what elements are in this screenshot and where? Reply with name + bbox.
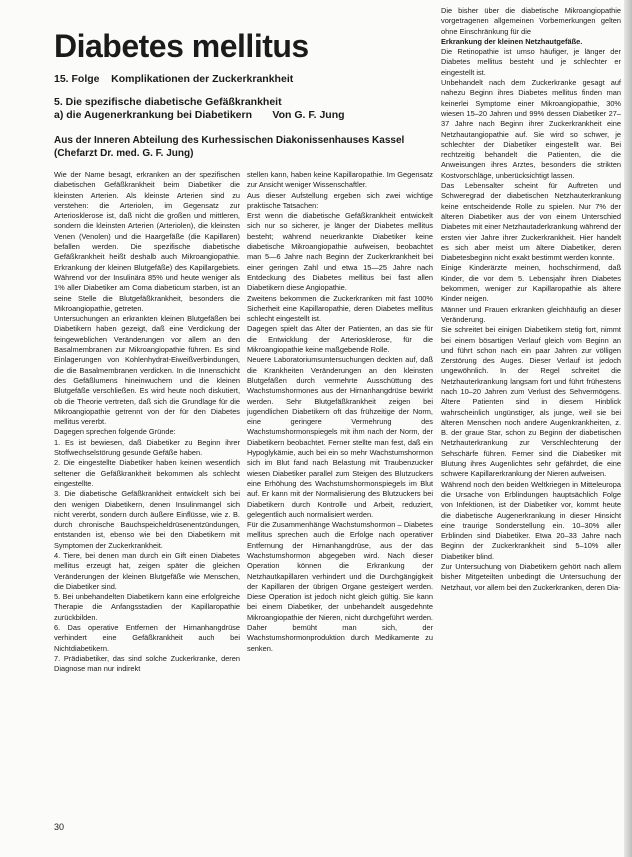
paragraph: Neuere Laboratoriumsuntersuchungen deckten auf, daß die Krankheiten Veränderungen an den kleinsten Blutgefäßen durch vermehrte Ausschüttung des Wachstumshormones aus der Hirnanhangdrüse bewirkt werden. Sehr Blutgefäßkrankheit zeigen bei jugendlichen Diabetikern oft das frühzeitige der Norm, eine geringere Vermehrung des Wachstumshormonspiegels mit ihm nach der Norm, der Diabetikern beobachtet. Ferner stellte man fest, daß ein Hypoglykämie, auch bei ein so mehr Wachstumshormon sich im Blut fand nach Belastung mit Traubenzucker wiesen Diabetiker parallel zum Steigen des Blutzuckers eine Erhöhung des Wachstumshormonspiegels im Blut auf. Er kann mit der Normalisierung des Blutzuckers bei Diabetikern durch Kontrolle und Arbeit, reduziert, gelegentlich auch normalisiert werden. — [247, 355, 433, 519]
paragraph: 6. Das operative Entfernen der Hirnanhangdrüse verhindert eine Gefäßkrankheit auch bei Nichtdiabetikern. — [54, 623, 240, 653]
institution-note: Aus der Inneren Abteilung des Kurhessischen Diakonissenhauses Kassel (Chefarzt Dr. med. G. F. Jung) — [54, 135, 405, 159]
paragraph: stellen kann, haben keine Kapillaropathie. Im Gegensatz zur Ansicht weniger Wissenschaftler. — [247, 170, 433, 190]
text-column-3 — [441, 6, 621, 846]
paragraph: Männer und Frauen erkranken gleichhäufig an dieser Veränderung. — [441, 304, 621, 324]
paragraph: Zur Untersuchung von Diabetikern gehört nach allem bisher Mitgeteilten unbedingt die Untersuchung der Netzhaut, vor allem bei den Zuckerkranken, deren Dia- — [441, 562, 621, 592]
text-column-1 — [54, 170, 240, 842]
paragraph: 7. Prädiabetiker, das sind solche Zuckerkranke, deren Diagnose man nur indirekt — [54, 653, 240, 674]
paragraph: Einige Kinderärzte meinen, hochschirmend, daß Kinder, die vor dem 5. Lebensjahr ihren Diabetes bekommen, weniger zur Kapillaropathie als ältere Kinder neigen. — [441, 263, 621, 304]
paragraph: Die Retinopathie ist umso häufiger, je länger der Diabetes mellitus besteht und je schlechter er eingestellt ist. — [441, 47, 621, 77]
part-heading-line-1: 5. Die spezifische diabetische Gefäßkrankheit — [54, 96, 282, 108]
paragraph: 5. Bei unbehandelten Diabetikern kann eine erfolgreiche Therapie die Anfangsstadien der Kapillaropathie zurückbilden. — [54, 592, 240, 622]
subheading: Erkrankung der kleinen Netzhautgefäße. — [441, 36, 583, 46]
paragraph: Erst wenn die diabetische Gefäßkrankheit entwickelt sich nur so sicherer, je länger der Diabetes mellitus besteht; während neuerkrankte Diabetiker keine diabetische Mikroangiopathie aufweisen, beobachtet man 5—6 Jahre nach Beginn der Zuckerkrankheit bei einer geringen Zahl und etwa 15—25 Jahre nach Entdeckung des Diabetes mellitus bei fast allen Diabetikern diese Angiopathie. — [247, 211, 433, 293]
paragraph: Während noch den beiden Weltkriegen in Mitteleuropa die Ursache von Erblindungen hauptsächlich Folge von Infektionen, ist der Diabetiker vor, kommt heute die diabetische Augenerkrankung in dieser Hinsicht eine traurige Sonderstellung ein. 10–30% aller Erblinden sind Diabetiker. Etwa 20–33 Jahre nach Beginn der Zuckerkrankheit sind 5–10% aller Diabetiker blind. — [441, 479, 621, 561]
page-number: 30 — [54, 822, 65, 832]
part-heading — [54, 96, 345, 122]
paragraph: Untersuchungen an erkrankten kleinen Blutgefäßen bei Diabetikern haben gezeigt, daß eine Verdickung der feingeweblichen Veränderungen vor allem an den Basalmembranen zur Mikroangiopathie führen. Es sind Einlagerungen von Kohlenhydrat-Eiweißverbindungen, die die Basalmembranen verdicken. In die Innenschicht des Gefäßlumens hineinwuchern und die kleinen Blutgefäße verschließen. Es wird heute noch diskutiert, ob die Theorie vertreten, daß sich die Grundlage für die Mikroangiopathie getrennt von der für den Diabetes mellitus vererbt. — [54, 314, 240, 427]
paragraph: 1. Es ist bewiesen, daß Diabetiker zu Beginn ihrer Stoffwechselstörung gesunde Gefäße haben. — [54, 437, 240, 458]
paragraph: 4. Tiere, bei denen man durch ein Gift einen Diabetes mellitus erzeugt hat, zeigen später die gleichen Veränderungen der kleinen Blutgefäße wie Menschen, die Diabetiker sind. — [54, 550, 240, 591]
paragraph: Für die Zusammenhänge Wachstumshormon – Diabetes mellitus sprechen auch die Erfolge nach operativer Entfernung der Hirnanhangdrüse, aus der das Wachstumshormon abgegeben wird. Nach dieser Operation können die Erkrankung der Netzhautkapillaren verhindert und die Durchgängigkeit der Kapillaren der übrigen Organe gesteigert werden. Diese Operation ist jedoch nicht gleich gültig. Sie kann bei einem Diabetiker, der unbehandelt ausgedehnte Mikroangiopathie der Nieren, nicht durchgeführt werden. Daher bemüht man sich, der Wachstumshormonproduktion durch Medikamente zu senken. — [247, 520, 433, 653]
paragraph: 2. Die eingestellte Diabetiker haben keinen wesentlich seltener die Gefäßkrankheit bekommen als schlecht eingestellte. — [54, 458, 240, 488]
part-heading-line-2: a) die Augenerkrankung bei Diabetikern Von G. F. Jung — [54, 109, 345, 121]
article-title: Diabetes mellitus — [54, 28, 309, 64]
paragraph: Zweitens bekommen die Zuckerkranken mit fast 100% Sicherheit eine Kapillaropathie, deren Diabetes mellitus schlecht eingestellt ist. — [247, 293, 433, 324]
paragraph: 3. Die diabetische Gefäßkrankheit entwickelt sich bei den wenigen Diabetikern, denen Insulinmangel sich nicht vererbt, sondern durch äußere Einflüsse, wie z. B. durch chronische Bauchspeicheldrüsenentzündungen, entstanden ist, ebenso wie bei den Diabetikern mit Symptomen der Zuckerkrankheit. — [54, 489, 240, 550]
series-heading: 15. Folge Komplikationen der Zuckerkrankheit — [54, 73, 294, 85]
paragraph: Dagegen spielt das Alter der Patienten, an das sie für die Entwicklung der Arteriosklerose, für die Mikroangiopathie keine maßgebende Rolle. — [247, 324, 433, 355]
paragraph: Aus dieser Aufstellung ergeben sich zwei wichtige praktische Tatsachen: — [247, 190, 433, 210]
paragraph: Unbehandelt nach dem Zuckerkranke gesagt auf nahezu Beginn ihres Diabetes mellitus finden man keinerlei Symptome einer Mikroangiopathie, 30% wiesen 15–20 Jahren und 99% dessen Diabetiker 27–37 Jahre nach Beginn ihrer Zuckerkrankheit eine Netzhautangiopathie auf. Sie wird so schwer, je schlechter der Diabetiker eingestellt war. Bei rechtzeitig behandelt die Patienten, die die Anweisungen ihres Arztes, besonders die strikten Kostvorschläge, unberücksichtigt lassen. — [441, 78, 621, 180]
paragraph: Sie schreitet bei einigen Diabetikern stetig fort, nimmt bei einem bösartigen Verlauf gleich vom Beginn an und führt schon nach ein paar Jahren zur völligen Zerstörung des Auges. Dieser Verlauf ist jedoch ungewöhnlich. In der Regel schreitet die Netzhauterkrankung langsam fort und führt frühestens nach 10–20 Jahren zum Verlust des Sehvermögens. Ältere Patienten sind in diesem Hinblick wahrscheinlich ungünstiger, als junge, weil sie bei älteren Menschen noch andere Augenkrankheiten, z. B. der graue Star, schon zu Beginn der diabetischen Netzhauterkrankung zur Verschlechterung der Sehschärfe führen. Ferner sind die Diabetiker mit Blutung ihres Augenlichtes sehr gefährdet, die eine schwere Kapillarerkrankung der Nieren aufweisen. — [441, 325, 621, 479]
paragraph: Das Lebensalter scheint für Auftreten und Schweregrad der diabetischen Netzhauterkrankung keine entscheidende Rolle zu spielen. Nur 7% der älteren Diabetiker aus der von einem Unterschied Diabetes mit einer Netzhautaderkrankung während der ersten vier Jahre ihrer Zuckerkrankheit. Hier handelt es sich aber meist um ältere Diabetiker, deren Diabetesbeginn nicht exakt bestimmt werden konnte. — [441, 181, 621, 263]
paragraph: Dagegen sprechen folgende Gründe: — [54, 427, 176, 437]
text-column-2 — [247, 170, 433, 790]
paragraph: Die bisher über die diabetische Mikroangiopathie vorgetragenen allgemeinen Vorbemerkungen gelten ohne Einschränkung für die — [441, 6, 621, 36]
page-binding-shadow — [624, 0, 632, 857]
paragraph: Wie der Name besagt, erkranken an der spezifischen diabetischen Gefäßkrankheit beim Diabetiker die kleinsten Arterien. Als kleinste Arterien sind zu verstehen: die Arteriolen, im Gegensatz zur Arteriosklerose ist, daß nicht die großen und mittleren, sondern die kleinsten Arterien (Arteriolen), die kleinsten Venen (Venolen) und die Haargefäße (die Kapillaren) befallen werden. Die spezifische diabetische Gefäßkrankheit heißt deshalb auch Mikroangiopathie. Erkrankung der kleinen Blutgefäße) des Kapillargebiets. Während vor der Insulinära 85% und heute weniger als 1% aller Diabetiker am Coma diabeticum starben, ist an seine Stelle die Blutgefäßkrankheit, besonders die Mikroangiopathie, getreten. — [54, 170, 240, 313]
